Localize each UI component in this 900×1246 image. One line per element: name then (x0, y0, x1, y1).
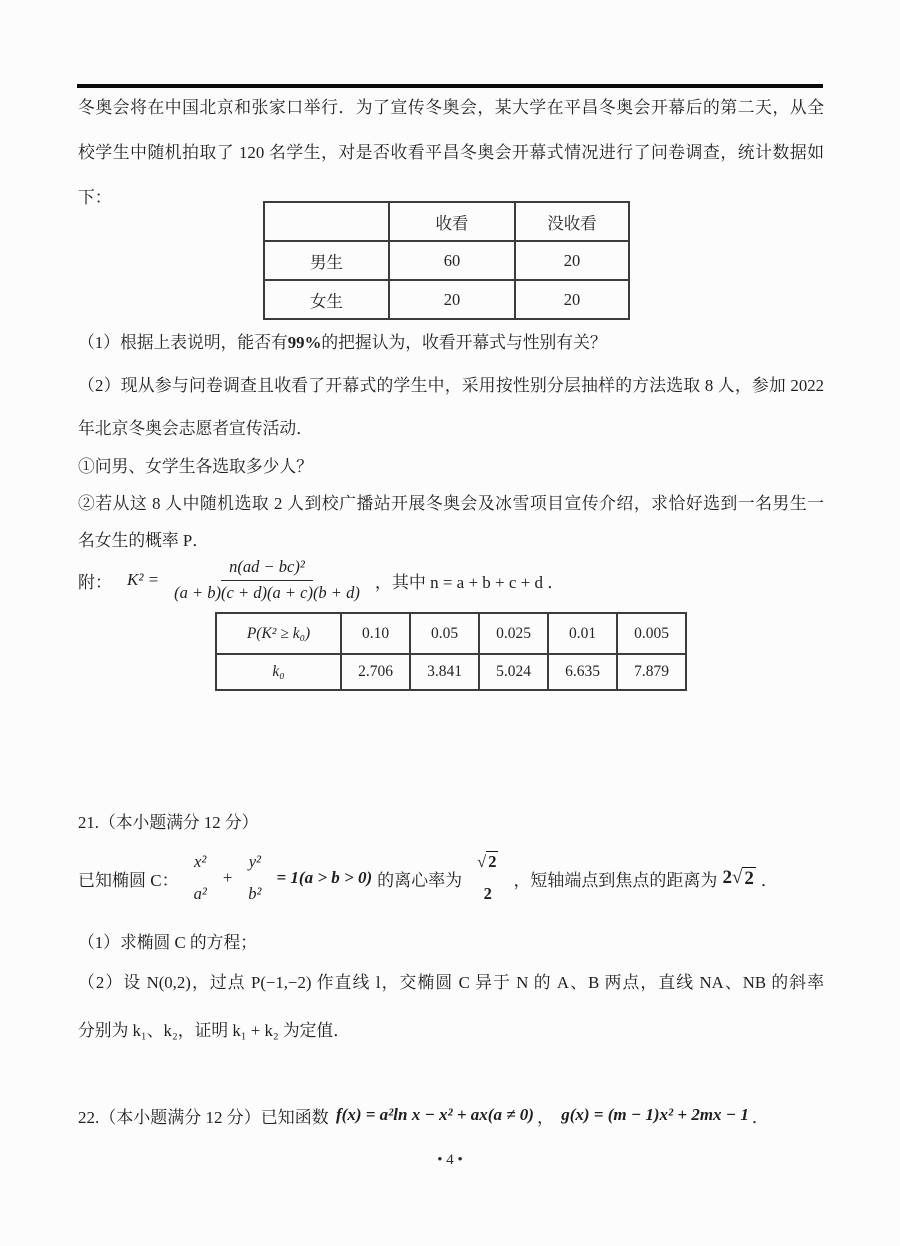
q21-lead: 已知椭圆 C： (78, 870, 179, 890)
q21-frac-x-den: a² (193, 883, 207, 903)
survey-table-header-blank (264, 202, 389, 241)
q20-part1 (78, 320, 824, 365)
q21-frac-y-den: b² (248, 883, 262, 903)
q21-fraction-x (190, 853, 211, 904)
q20-sub1: ①问男、女学生各选取多少人？ (78, 457, 313, 476)
survey-intro-line-3: 下： (78, 188, 112, 207)
critical-value-p4: 0.01 (548, 613, 617, 654)
critical-value-k3: 5.024 (479, 654, 548, 690)
critical-value-k4: 6.635 (548, 654, 617, 690)
survey-row-female-label: 女生 (264, 280, 389, 319)
radical-sign: √ (731, 866, 743, 888)
k-squared-fraction (170, 558, 364, 603)
survey-table-header-row (264, 202, 629, 241)
q20-part1-post: 的把握认为，收看开幕式与性别有关？ (321, 333, 607, 352)
table-row (264, 241, 629, 280)
q20-part2-line-2: 年北京冬奥会志愿者宣传活动． (78, 419, 313, 438)
k-squared-numerator: n(ad − bc)² (221, 558, 313, 581)
table-row (216, 654, 686, 690)
q21-fraction-y (244, 853, 265, 904)
q22-period: ． (751, 1107, 769, 1127)
k-squared-lhs: K² = (127, 570, 160, 589)
survey-row-male-watched: 60 (389, 241, 515, 280)
q21-distance-value (722, 867, 755, 890)
q21-eccentricity-text: 的离心率为 (377, 870, 463, 890)
q21-eccentricity-fraction (473, 853, 502, 904)
critical-value-table (215, 612, 687, 691)
q22-comma: ， (536, 1107, 559, 1127)
q22-function-f: f(x) = a²ln x − x² + ax(a ≠ 0) (336, 1105, 534, 1124)
k-squared-suffix: ，其中 n = a + b + c + d ． (374, 572, 565, 592)
q21-part2-line-2: 分别为 k₁、k₂，证明 k₁ + k₂ 为定值． (78, 1021, 350, 1040)
page-number: • 4 • (437, 1152, 463, 1168)
q21-plus-sign: + (221, 868, 234, 887)
survey-intro-line-1: 冬奥会将在中国北京和张家口举行．为了宣传冬奥会，某大学在平昌冬奥会开幕后的第二天，从全 (78, 98, 824, 117)
q20-sub2-line-1: ②若从这 8 人中随机选取 2 人到校广播站开展冬奥会及冰雪项目宣传介绍，求恰好选到一名男生一 (78, 494, 824, 513)
survey-table-header-notwatched: 没收看 (515, 202, 629, 241)
q21-period: ． (760, 870, 778, 890)
critical-value-header-row (216, 613, 686, 654)
critical-value-k2: 3.841 (410, 654, 479, 690)
q21-given-equation (78, 842, 778, 914)
q21-frac-y-num: y² (248, 851, 262, 871)
q21-dist-radicand: 2 (744, 867, 754, 889)
critical-value-k0-label: k₀ (216, 654, 341, 690)
radical-sign: √ (477, 851, 487, 871)
q22-statement (78, 1090, 769, 1140)
q21-part1: （1）求椭圆 C 的方程； (78, 933, 258, 952)
critical-value-p5: 0.005 (617, 613, 686, 654)
survey-row-female-watched: 20 (389, 280, 515, 319)
q20-part1-percent: 99% (287, 333, 322, 352)
critical-value-p3: 0.025 (479, 613, 548, 654)
formula-label: 附： (78, 572, 112, 592)
critical-value-p2: 0.05 (410, 613, 479, 654)
q20-part1-pre: （1）根据上表说明，能否有 (78, 333, 288, 352)
q21-distance-text: ，短轴端点到焦点的距离为 (513, 870, 718, 890)
survey-row-female-notwatched: 20 (515, 280, 629, 319)
q22-title-text: 22.（本小题满分 12 分）已知函数 (78, 1107, 333, 1127)
critical-value-k1: 2.706 (341, 654, 410, 690)
q20-part2-line-1: （2）现从参与问卷调查且收看了开幕式的学生中，采用按性别分层抽样的方法选取 8 人，参加 2022 (78, 376, 824, 395)
q21-dist-coef: 2 (722, 866, 732, 888)
survey-table (263, 201, 630, 320)
q21-equation-condition: = 1(a > b > 0) (276, 868, 373, 887)
k-squared-denominator: (a + b)(c + d)(a + c)(b + d) (174, 582, 360, 602)
q21-ecc-denominator: 2 (483, 883, 492, 903)
survey-intro-line-2: 校学生中随机拍取了 120 名学生，对是否收看平昌冬奥会开幕式情况进行了问卷调查，统计数据如 (78, 143, 824, 162)
q21-frac-x-num: x² (194, 851, 207, 871)
critical-value-k5: 7.879 (617, 654, 686, 690)
q21-part2-line-1: （2）设 N(0,2)，过点 P(−1,−2) 作直线 l，交椭圆 C 异于 N 的 A、B 两点，直线 NA、NB 的斜率 (78, 973, 824, 992)
survey-row-male-label: 男生 (264, 241, 389, 280)
q21-ecc-radicand: 2 (488, 851, 497, 871)
q22-function-g: g(x) = (m − 1)x² + 2mx − 1 (561, 1105, 749, 1124)
k-squared-formula (78, 546, 564, 614)
critical-value-header-label: P(K² ≥ k₀) (216, 613, 341, 654)
survey-row-male-notwatched: 20 (515, 241, 629, 280)
survey-table-header-watched: 收看 (389, 202, 515, 241)
q20-sub2-line-2: 名女生的概率 P． (78, 531, 209, 550)
q21-ecc-numerator (473, 853, 502, 872)
q21-title: 21.（本小题满分 12 分） (78, 813, 259, 832)
table-row (264, 280, 629, 319)
critical-value-p1: 0.10 (341, 613, 410, 654)
